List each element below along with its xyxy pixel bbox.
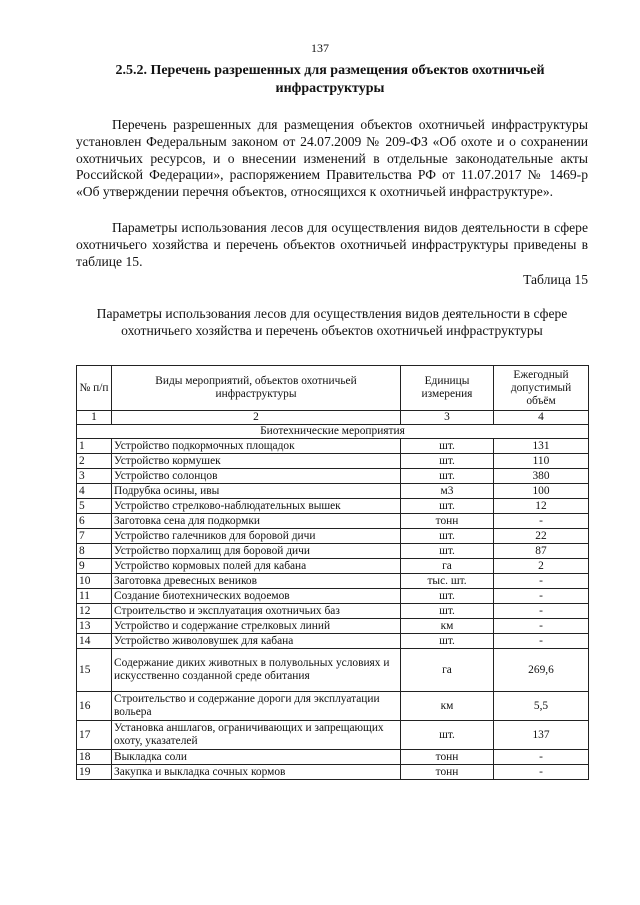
paragraph-table-reference: Параметры использования лесов для осуществления видов деятельности в сфере охотничьего хозяйства и перечень объектов охотничьей инфраструктуры приведены в таблице 15. [76, 220, 588, 269]
row-volume: 137 [494, 721, 589, 750]
row-volume: - [494, 750, 589, 765]
row-unit: тыс. шт. [401, 574, 494, 589]
row-volume: 380 [494, 469, 589, 484]
row-volume: - [494, 634, 589, 649]
table-row [77, 484, 589, 499]
row-unit: тонн [401, 765, 494, 780]
row-unit: га [401, 559, 494, 574]
table-row [77, 454, 589, 469]
hunting-infrastructure-table [76, 365, 589, 780]
row-unit: м3 [401, 484, 494, 499]
table-row [77, 604, 589, 619]
row-name: Содержание диких животных в полувольных условиях и искусственно созданной среде обитания [112, 649, 401, 692]
row-name: Строительство и содержание дороги для эксплуатации вольера [112, 692, 401, 721]
row-unit: шт. [401, 544, 494, 559]
table-row [77, 619, 589, 634]
paragraph-legal-basis: Перечень разрешенных для размещения объектов охотничьей инфраструктуры установлен Федеральным законом от 24.07.2009 № 209-ФЗ «Об охоте и о сохранении охотничьих ресурсов, и о внесении изменений в отдельные законодательные акты Российской Федерации», распоряжением Правительства РФ от 11.07.2017 № 1469-р «Об утверждении перечня объектов, относящихся к охотничьей инфраструктуре». [76, 117, 588, 200]
column-index: 4 [494, 411, 589, 425]
row-number: 9 [77, 559, 112, 574]
row-unit: шт. [401, 529, 494, 544]
column-index: 1 [77, 411, 112, 425]
row-number: 3 [77, 469, 112, 484]
row-unit: тонн [401, 750, 494, 765]
table-row [77, 514, 589, 529]
row-number: 16 [77, 692, 112, 721]
table-row [77, 544, 589, 559]
row-unit: шт. [401, 454, 494, 469]
row-volume: - [494, 619, 589, 634]
table-row [77, 750, 589, 765]
row-number: 19 [77, 765, 112, 780]
row-name: Подрубка осины, ивы [112, 484, 401, 499]
row-volume: 269,6 [494, 649, 589, 692]
row-unit: шт. [401, 634, 494, 649]
row-unit: шт. [401, 499, 494, 514]
table-row [77, 634, 589, 649]
row-number: 10 [77, 574, 112, 589]
row-name: Создание биотехнических водоемов [112, 589, 401, 604]
row-volume: 87 [494, 544, 589, 559]
row-number: 14 [77, 634, 112, 649]
table-row [77, 574, 589, 589]
row-number: 17 [77, 721, 112, 750]
table-row [77, 529, 589, 544]
table-row [77, 692, 589, 721]
row-volume: - [494, 514, 589, 529]
row-name: Устройство кормовых полей для кабана [112, 559, 401, 574]
row-name: Закупка и выкладка сочных кормов [112, 765, 401, 780]
header-name: Виды мероприятий, объектов охотничьей инфраструктуры [112, 366, 401, 411]
row-name: Устройство стрелково-наблюдательных вышек [112, 499, 401, 514]
section-title: 2.5.2. Перечень разрешенных для размещения объектов охотничьей инфраструктуры [115, 63, 545, 96]
table-label: Таблица 15 [523, 272, 588, 287]
row-volume: 2 [494, 559, 589, 574]
row-volume: 110 [494, 454, 589, 469]
row-unit: км [401, 692, 494, 721]
row-name: Устройство солонцов [112, 469, 401, 484]
row-number: 4 [77, 484, 112, 499]
row-name: Установка аншлагов, ограничивающих и запрещающих охоту, указателей [112, 721, 401, 750]
row-volume: 131 [494, 439, 589, 454]
row-name: Выкладка соли [112, 750, 401, 765]
row-number: 8 [77, 544, 112, 559]
row-unit: шт. [401, 469, 494, 484]
row-number: 1 [77, 439, 112, 454]
row-number: 2 [77, 454, 112, 469]
row-name: Устройство и содержание стрелковых линий [112, 619, 401, 634]
group-row [77, 425, 589, 439]
table-row [77, 559, 589, 574]
table-row [77, 499, 589, 514]
table-row [77, 649, 589, 692]
header-unit: Единицы измерения [401, 366, 494, 411]
group-title: Биотехнические мероприятия [77, 425, 589, 439]
column-index: 3 [401, 411, 494, 425]
table-body [77, 439, 589, 780]
row-name: Заготовка сена для подкормки [112, 514, 401, 529]
row-name: Строительство и эксплуатация охотничьих баз [112, 604, 401, 619]
row-volume: 12 [494, 499, 589, 514]
row-name: Устройство галечников для боровой дичи [112, 529, 401, 544]
table-row [77, 589, 589, 604]
table-row [77, 765, 589, 780]
row-name: Устройство кормушек [112, 454, 401, 469]
row-volume: 5,5 [494, 692, 589, 721]
table-row [77, 721, 589, 750]
row-unit: шт. [401, 439, 494, 454]
row-volume: 100 [494, 484, 589, 499]
row-unit: шт. [401, 589, 494, 604]
row-name: Устройство порхалищ для боровой дичи [112, 544, 401, 559]
table-row [77, 439, 589, 454]
row-volume: 22 [494, 529, 589, 544]
column-index-row [77, 411, 589, 425]
row-number: 13 [77, 619, 112, 634]
row-name: Заготовка древесных веников [112, 574, 401, 589]
row-unit: шт. [401, 604, 494, 619]
table-header-row [77, 366, 589, 411]
row-name: Устройство живоловушек для кабана [112, 634, 401, 649]
row-number: 5 [77, 499, 112, 514]
page-number: 137 [311, 41, 329, 55]
row-number: 11 [77, 589, 112, 604]
header-num: № п/п [77, 366, 112, 411]
row-number: 18 [77, 750, 112, 765]
header-volume: Ежегодный допустимый объём [494, 366, 589, 411]
row-name: Устройство подкормочных площадок [112, 439, 401, 454]
row-volume: - [494, 604, 589, 619]
row-volume: - [494, 574, 589, 589]
row-volume: - [494, 589, 589, 604]
row-unit: шт. [401, 721, 494, 750]
row-unit: тонн [401, 514, 494, 529]
row-unit: га [401, 649, 494, 692]
row-unit: км [401, 619, 494, 634]
column-index: 2 [112, 411, 401, 425]
row-number: 7 [77, 529, 112, 544]
row-number: 6 [77, 514, 112, 529]
table-row [77, 469, 589, 484]
row-number: 12 [77, 604, 112, 619]
table-caption: Параметры использования лесов для осуществления видов деятельности в сфере охотничьего хозяйства и перечень объектов охотничьей инфраструктуры [96, 306, 568, 338]
row-volume: - [494, 765, 589, 780]
row-number: 15 [77, 649, 112, 692]
